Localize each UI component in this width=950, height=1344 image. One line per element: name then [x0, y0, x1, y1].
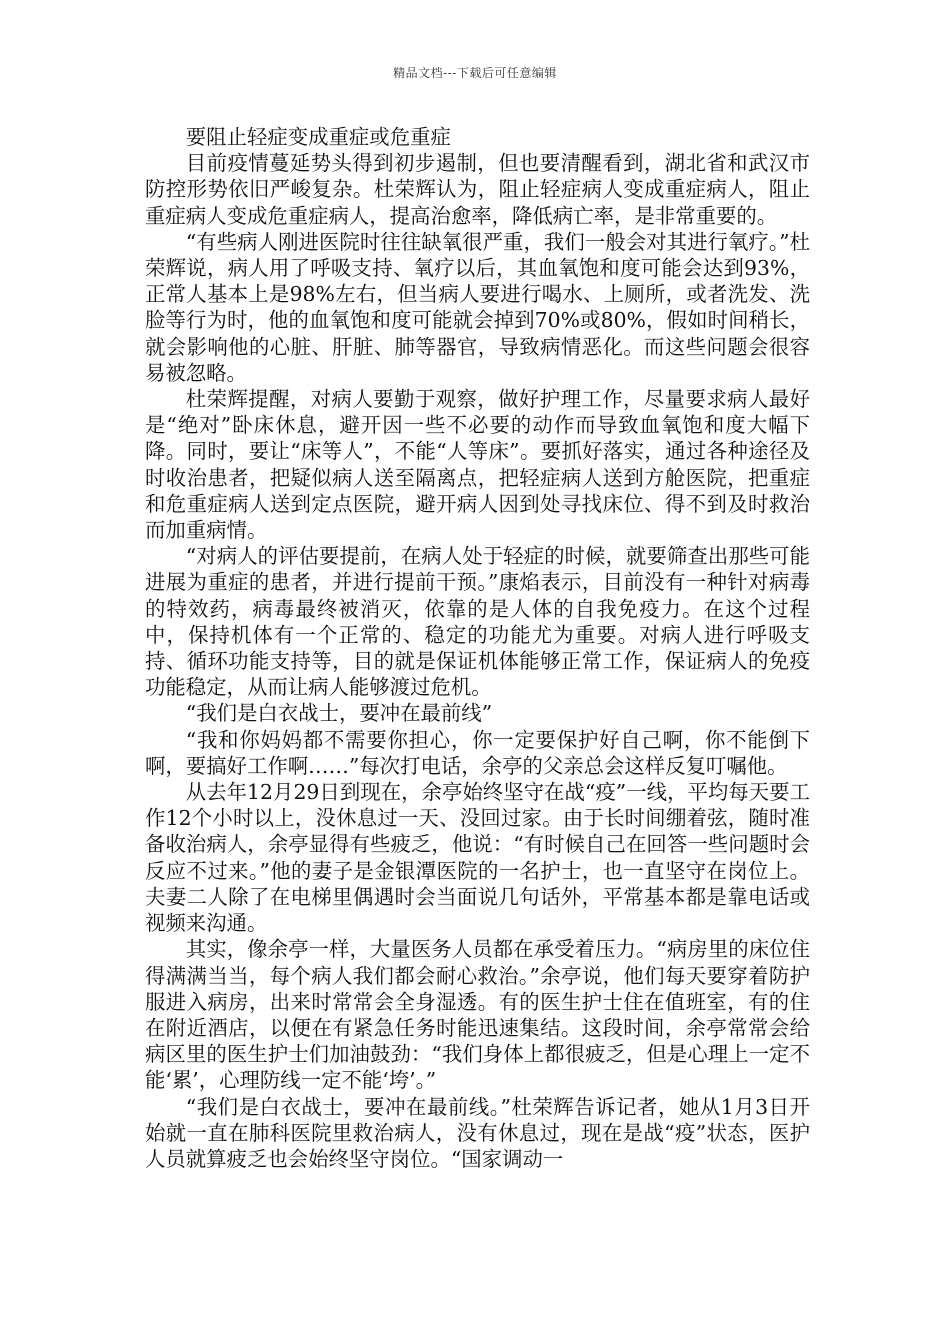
- paragraph: “我们是白衣战士，要冲在最前线。”杜荣辉告诉记者，她从1月3日开始就一直在肺科医院里救治病人，没有休息过，现在是战“疫”状态，医护人员就算疲乏也会始终坚守岗位。“国家调动一: [145, 1094, 810, 1171]
- document-body: [145, 124, 810, 1172]
- paragraph: 杜荣辉提醒，对病人要勤于观察，做好护理工作，尽量要求病人最好是“绝对”卧床休息，避开因一些不必要的动作而导致血氧饱和度大幅下降。同时，要让“床等人”，不能“人等床”。要抓好落实，通过各种途径及时收治患者，把疑似病人送至隔离点，把轻症病人送到方舱医院，把重症和危重症病人送到定点医院，避开病人因到处寻找床位、得不到及时救治而加重病情。: [145, 387, 810, 543]
- paragraph: 目前疫情蔓延势头得到初步遏制，但也要清醒看到，湖北省和武汉市防控形势依旧严峻复杂。杜荣辉认为，阻止轻症病人变成重症病人，阻止重症病人变成危重症病人，提高治愈率，降低病亡率，是非常重要的。: [145, 151, 810, 228]
- paragraph: 其实，像余亭一样，大量医务人员都在承受着压力。“病房里的床位住得满满当当，每个病人我们都会耐心救治。”余亭说，他们每天要穿着防护服进入病房，出来时常常会全身湿透。有的医生护士住在值班室，有的住在附近酒店，以便在有紧急任务时能迅速集结。这段时间，余亭常常会给病区里的医生护士们加油鼓劲：“我们身体上都很疲乏，但是心理上一定不能‘累’，心理防线一定不能‘垮’。”: [145, 937, 810, 1093]
- section-heading: “我们是白衣战士，要冲在最前线”: [185, 701, 493, 726]
- page-header: 精品文档---下载后可任意编辑: [393, 66, 557, 80]
- paragraph: “有些病人刚进医院时往往缺氧很严重，我们一般会对其进行氧疗。”杜荣辉说，病人用了呼吸支持、氧疗以后，其血氧饱和度可能会达到93%，正常人基本上是98%左右，但当病人要进行喝水、上厕所，或者洗发、洗脸等行为时，他的血氧饱和度可能就会掉到70%或80%，假如时间稍长，就会影响他的心脏、肝脏、肺等器官，导致病情恶化。而这些问题会很容易被忽略。: [145, 229, 810, 385]
- paragraph: “我和你妈妈都不需要你担心，你一定要保护好自己啊，你不能倒下啊，要搞好工作啊……”每次打电话，余亭的父亲总会这样反复叮嘱他。: [145, 727, 810, 778]
- paragraph: 从去年12月29日到现在，余亭始终坚守在战“疫”一线，平均每天要工作12个小时以上，没休息过一天、没回过家。由于长时间绷着弦，随时准备收治病人，余亭显得有些疲乏，他说：“有时候自己在回答一些问题时会反应不过来。”他的妻子是金银潭医院的一名护士，也一直坚守在岗位上。夫妻二人除了在电梯里偶遇时会当面说几句话外，平常基本都是靠电话或视频来沟通。: [145, 780, 810, 936]
- section-heading: 要阻止轻症变成重症或危重症: [185, 125, 451, 149]
- paragraph: “对病人的评估要提前，在病人处于轻症的时候，就要筛查出那些可能进展为重症的患者，并进行提前干预。”康焰表示，目前没有一种针对病毒的特效药，病毒最终被消灭，依靠的是人体的自我免疫力。在这个过程中，保持机体有一个正常的、稳定的功能尤为重要。对病人进行呼吸支持、循环功能支持等，目的就是保证机体能够正常工作，保证病人的免疫功能稳定，从而让病人能够渡过危机。: [145, 544, 810, 700]
